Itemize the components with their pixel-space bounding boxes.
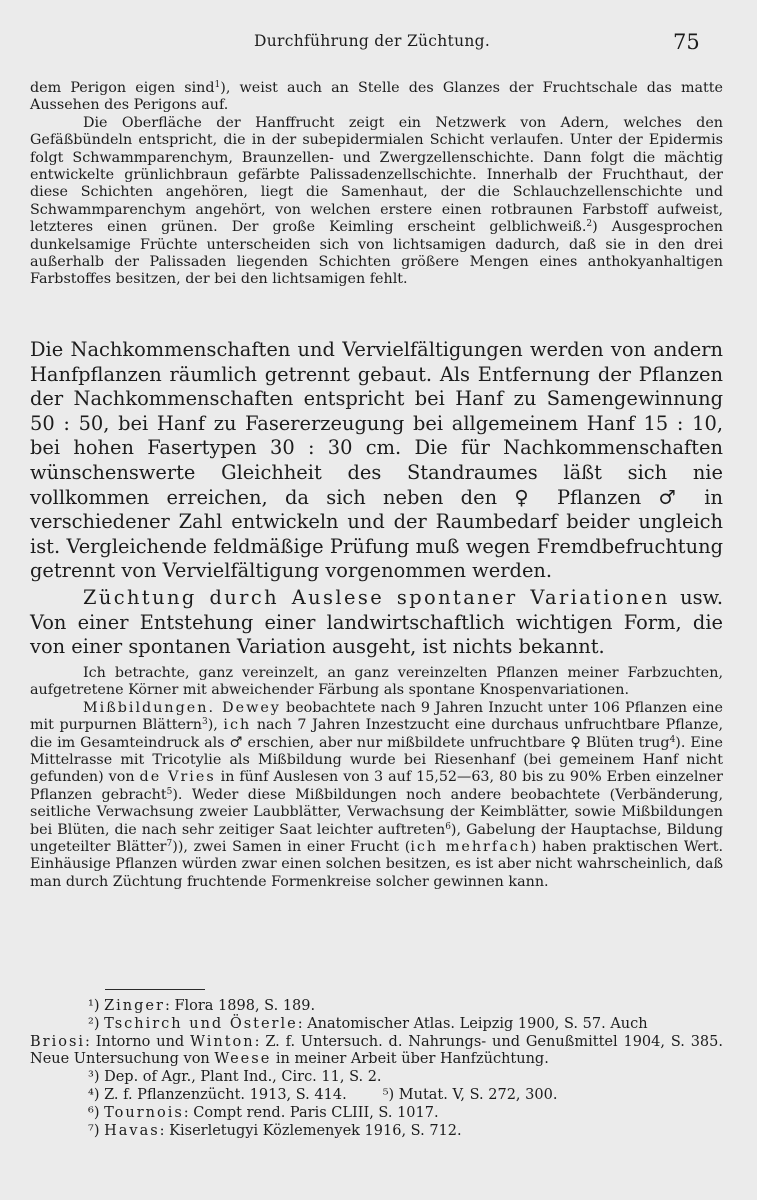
main-text-auslese — [30, 586, 723, 660]
footnote-ref-3: 3 — [201, 717, 208, 728]
paragraph-perigon: dem Perigon eigen sind$^1$), weist auch an Stelle des Glanzes der Fruchtschale das matte Aussehen des Perigons auf. — [30, 80, 723, 114]
footnotes — [30, 998, 723, 1140]
page-number: 75 — [673, 30, 700, 54]
footnote-ref-7: 7 — [166, 839, 173, 850]
footnote-1: ¹) Zinger: Flora 1898, S. 189. — [88, 998, 316, 1014]
running-title: Durchführung der Züchtung. — [254, 32, 491, 50]
footnote-ref-5: 5 — [166, 786, 173, 797]
paragraph-knospenvariationen: Ich betrachte, ganz vereinzelt, an ganz vereinzelten Pflanzen meiner Farbzuchten, aufgetretene Körner mit abweichender Färbung als spontane Knospenvariationen. — [30, 665, 723, 699]
footnote-ref-4: 4 — [669, 734, 676, 745]
paragraph-hanffrucht-oberflaeche: Die Oberfläche der Hanffrucht zeigt ein Netzwerk von Adern, welches den Gefäßbündeln entspricht, die in der subepidermialen Schicht verlaufen. Unter der Epidermis folgt Schwammparenchym, Braunzellen- und Zwergzellenschichte. Dann folgt die mächtig entwickelte grünlichbraun gefärbte Palissadenzellschichte. Innerhalb der Fruchthaut, der diese Schichten angehören, liegt die Samenhaut, der die Schlauchzellenschichte und Schwammparenchym angehört, von welchen erstere einen rotbraunen Farbstoff aufweist, letzteres einen grünen. Der große Keimling erscheint gelblichweiß.$^2$) Ausgesprochen dunkelsamige Früchte unterscheiden sich von lichtsamigen dadurch, daß sie in den drei außerhalb der Palissaden liegenden Schichten größere Mengen eines anthokyanhaltigen Farbstoffes besitzen, der bei den lichtsamigen fehlt. — [30, 114, 724, 288]
footnote-7: ⁷) Havas: Kiserletugyi Közlemenyek 1916, S. 712. — [88, 1122, 462, 1139]
paragraph-nachkommenschaften: Die Nachkommenschaften und Vervielfältigungen werden von andern Hanfpflanzen räumlich getrennt gebaut. Als Entfernung der Pflanzen der Nachkommenschaften entspricht bei Hanf zu Samengewinnung 50 : 50, bei Hanf zu Fasererzeugung bei allgemeinem Hanf 15 : 10, bei hohen Fasertypen 30 : 30 cm. Die für Nachkommenschaften wünschenswerte Gleichheit des Standraumes läßt sich nie vollkommen erreichen, da sich neben den ♀ Pflanzen ♂ in verschiedener Zahl entwickeln und der Raumbedarf beider ungleich ist. Vergleichende feldmäßige Prüfung muß wegen Fremdbefruchtung getrennt von Vervielfältigung vorgenommen werden. — [30, 338, 723, 583]
footnote-ref-2: 2 — [586, 219, 593, 230]
footnote-5: ⁵) Mutat. V, S. 272, 300. — [382, 1086, 558, 1103]
footnote-2-continued: Briosi: Intorno und Winton: Z. f. Untersuch. d. Nahrungs- und Genußmittel 1904, S. 385. Neue Untersuchung von Weese in meiner Arbeit über Hanfzüchtung. — [30, 1033, 723, 1068]
main-text-nachkommenschaften — [30, 338, 723, 584]
footnote-4-5-row — [30, 1087, 723, 1105]
fine-print-section-bottom — [30, 665, 723, 891]
subheading-missbildungen: Mißbildungen. — [83, 699, 215, 716]
footnote-ref-6: 6 — [445, 821, 451, 832]
footnote-divider — [105, 989, 205, 990]
footnote-ref-1: 1 — [214, 80, 221, 90]
page-header — [0, 32, 757, 58]
section-heading-auslese: Züchtung durch Auslese spontaner Variationen — [83, 586, 670, 609]
paragraph-auslese: Züchtung durch Auslese spontaner Variationen usw. Von einer Entstehung einer landwirtschaftlich wichtigen Form, die von einer spontanen Variation ausgeht, ist nichts bekannt. — [30, 586, 723, 659]
footnote-4: ⁴) Z. f. Pflanzenzücht. 1913, S. 414. — [88, 1086, 347, 1103]
fine-print-section-top — [30, 80, 723, 289]
footnote-6: ⁶) Tournois: Compt rend. Paris CLIII, S. 1017. — [88, 1104, 439, 1121]
footnote-2: ²) Tschirch und Österle: Anatomischer Atlas. Leipzig 1900, S. 57. Auch — [88, 1015, 648, 1032]
paragraph-missbildungen: Mißbildungen. Dewey beobachtete nach 9 Jahren Inzucht unter 106 Pflanzen eine mit purpurnen Blättern$^3$), ich nach 7 Jahren Inzestzucht eine durchaus unfruchtbare Pflanze, die im Gesamteindruck als ♂ erschien, aber nur mißbildete unfruchtbare ♀ Blüten trug$^4$). Eine Mittelrasse mit Tricotylie als Mißbildung wurde bei Riesenhanf (bei gemeinem Hanf nicht gefunden) von de Vries in fünf Auslesen von 3 auf 15,52—63, 80 bis zu 90% Erben einzelner Pflanzen gebracht$^5$). Weder diese Mißbildungen noch andere beobachtete (Verbänderung, seitliche Verwachsung zweier Laubblätter, Verwachsung der Keimblätter, sowie Mißbildungen bei Blüten, die nach sehr zeitiger Saat leichter auftreten$^6$), Gabelung der Hauptachse, Bildung ungeteilter Blätter$^7$)), zwei Samen in einer Frucht (ich mehrfach) haben praktischen Wert. Einhäusige Pflanzen würden zwar einen solchen besitzen, es ist aber nicht wahrscheinlich, daß man durch Züchtung fruchtende Formenkreise solcher gewinnen kann. — [30, 699, 724, 890]
footnote-3: ³) Dep. of Agr., Plant Ind., Circ. 11, S. 2. — [88, 1069, 382, 1086]
